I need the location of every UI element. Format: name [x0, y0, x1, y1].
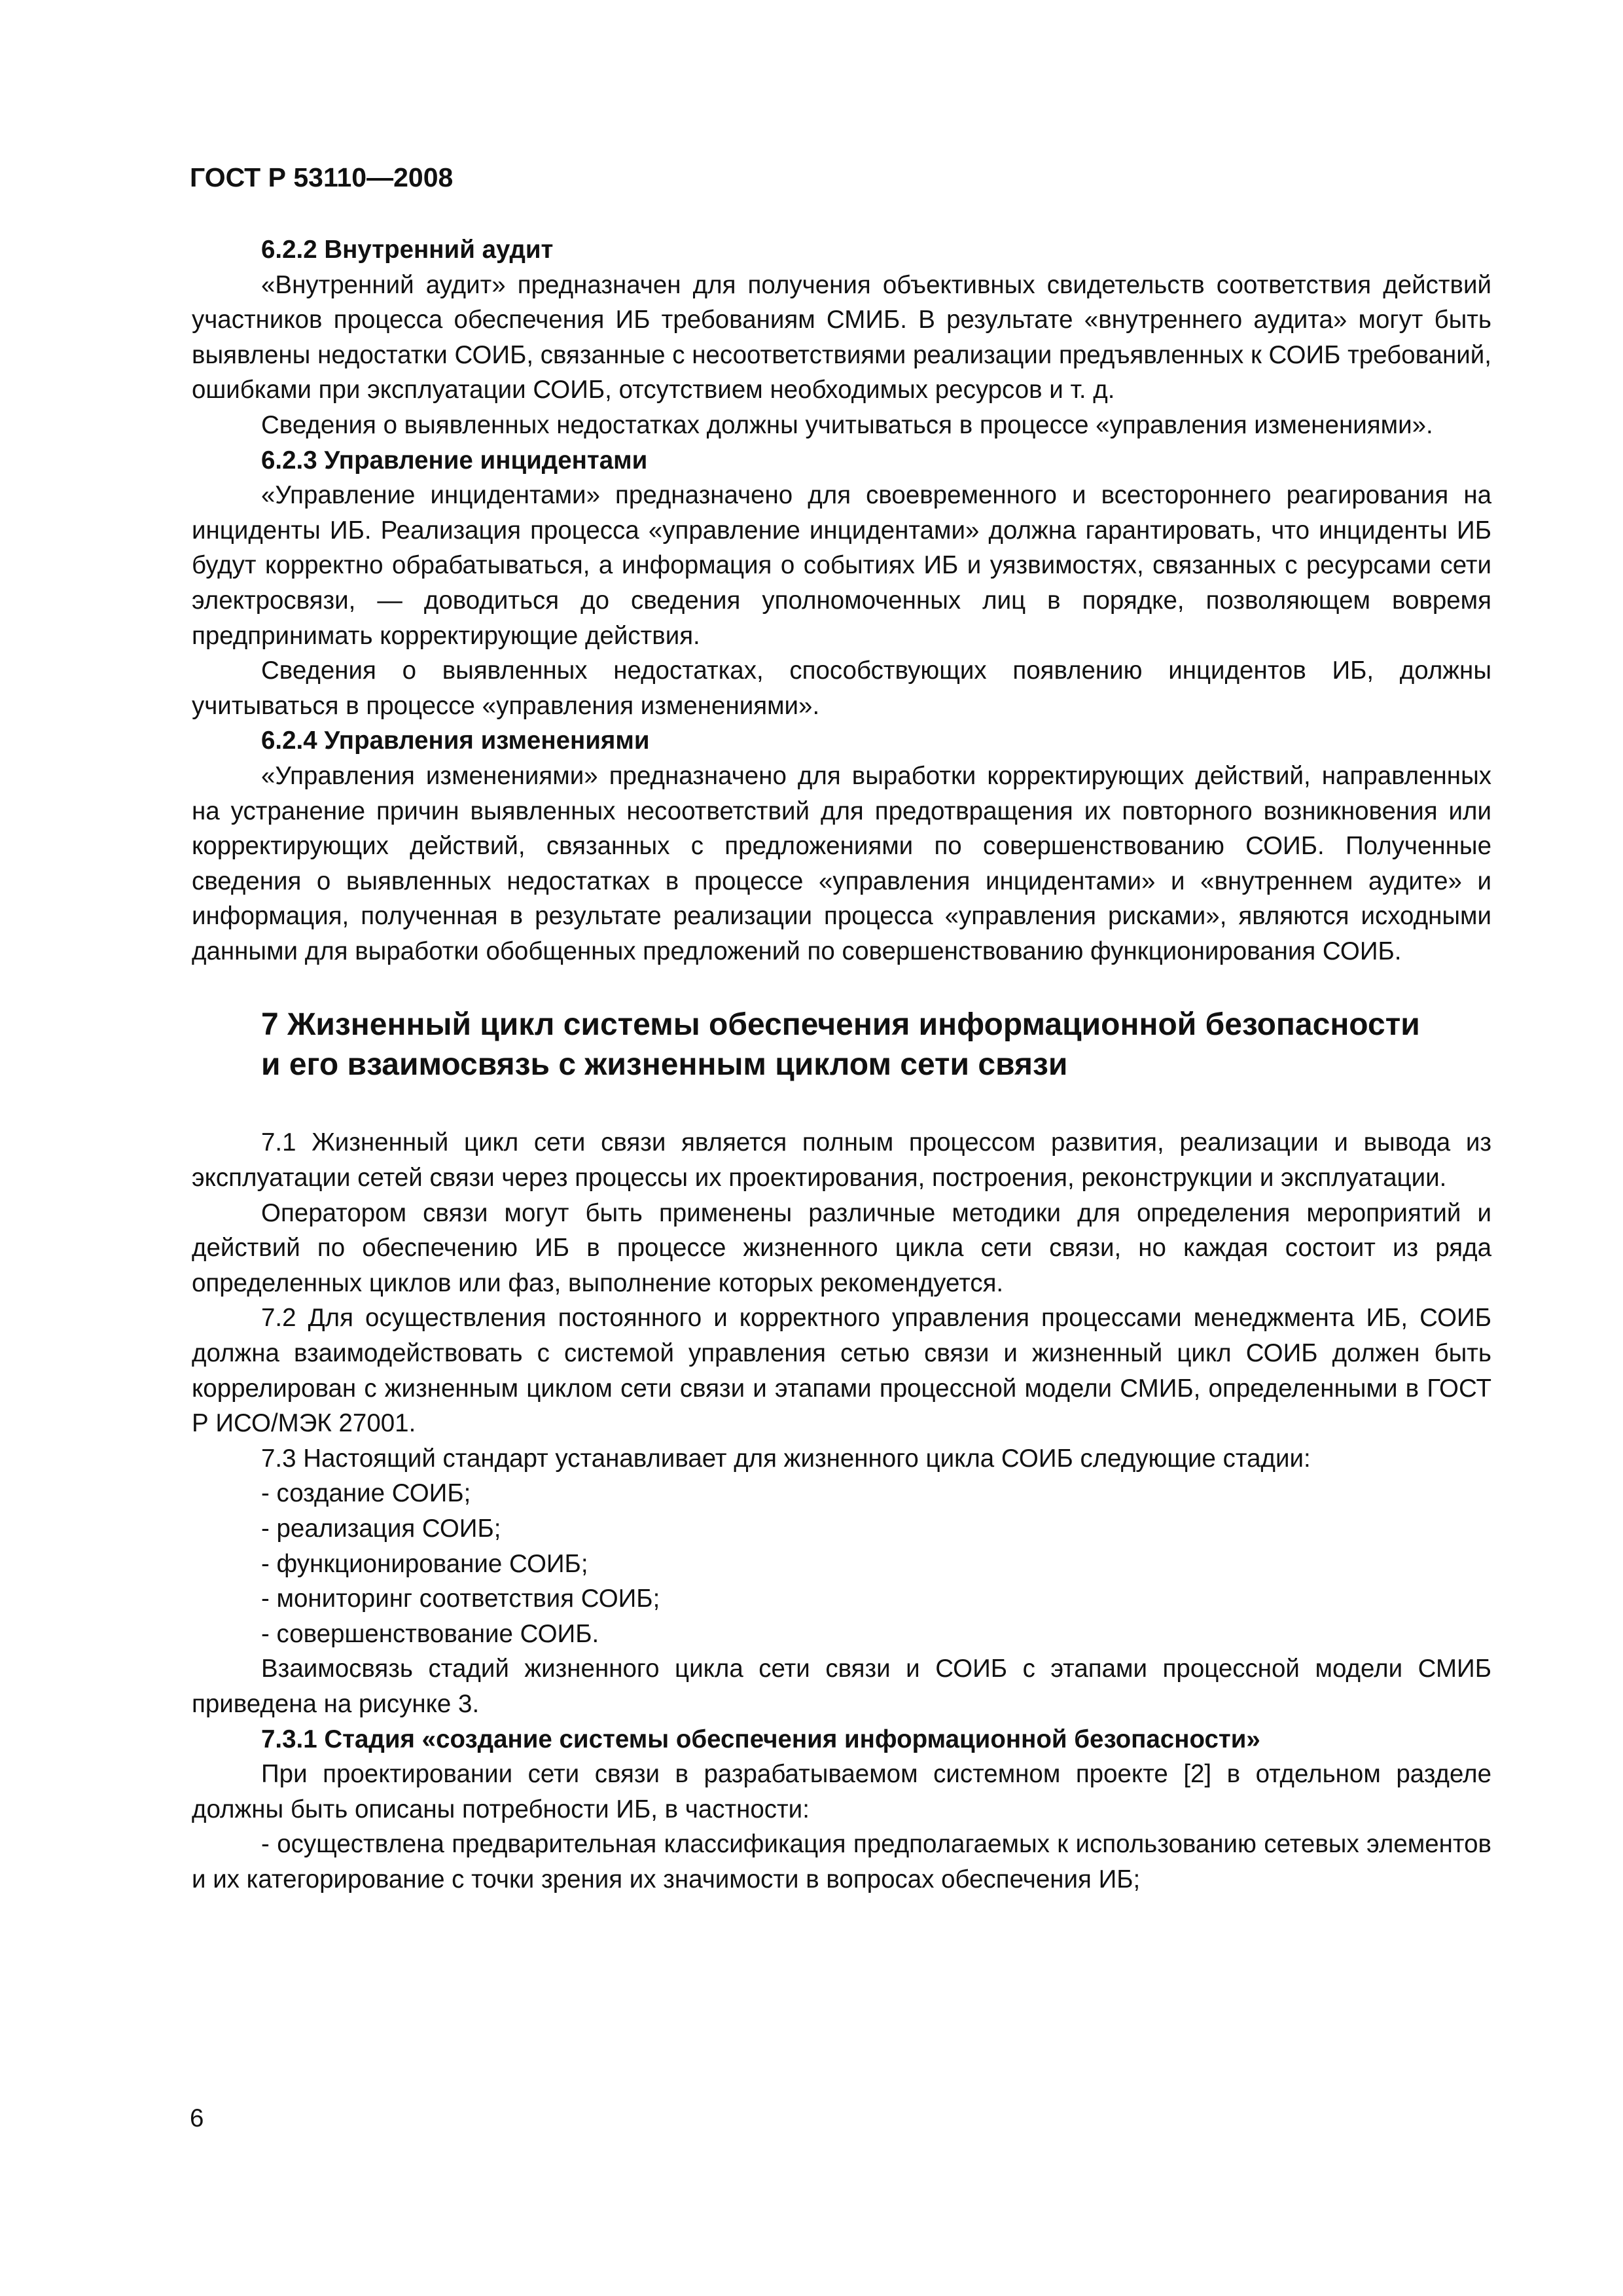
- heading-7-3-1: 7.3.1 Стадия «создание системы обеспечения информационной безопасности»: [261, 1725, 1260, 1753]
- paragraph: 7.2 Для осуществления постоянного и корректного управления процессами менеджмента ИБ, СОИБ должна взаимодействовать с системой управления сетью связи и жизненный цикл СОИБ должен быть коррелирован с жизненным циклом сети связи и этапами процессной модели СМИБ, определенными в ГОСТ Р ИСО/МЭК 27001.: [192, 1304, 1491, 1438]
- paragraph: Взаимосвязь стадий жизненного цикла сети связи и СОИБ с этапами процессной модели СМИБ приведена на рисунке 3.: [192, 1655, 1491, 1718]
- paragraph: «Управление инцидентами» предназначено для своевременного и всестороннего реагирования на инциденты ИБ. Реализация процесса «управление инцидентами» должна гарантировать, что инциденты ИБ будут корректно обрабатываться, а информация о событиях ИБ и уязвимостях, связанных с ресурсами сети электросвязи, — доводиться до сведения уполномоченных лиц в порядке, позволяющем вовремя предпринимать корректирующие действия.: [192, 481, 1491, 650]
- paragraph: Сведения о выявленных недостатках должны учитываться в процессе «управления изменениями».: [261, 410, 1433, 439]
- heading-6-2-4: 6.2.4 Управления изменениями: [261, 726, 650, 755]
- list-item: - функционирование СОИБ;: [261, 1549, 588, 1578]
- section-7-title: [192, 1005, 1491, 1085]
- list-item: - мониторинг соответствия СОИБ;: [261, 1585, 660, 1613]
- paragraph: «Управления изменениями» предназначено для выработки корректирующих действий, направленных на устранение причин выявленных несоответствий для предотвращения их повторного возникновения или корректирующих действий, связанных с предложениями по совершенствованию СОИБ. Полученные сведения о выявленных недостатках в процессе «управления инцидентами» и «внутреннем аудите» и информация, полученная в результате реализации процесса «управления рисками», являются исходными данными для выработки обобщенных предложений по совершенствованию функционирования СОИБ.: [192, 761, 1491, 965]
- paragraph: - осуществлена предварительная классификация предполагаемых к использованию сетевых элементов и их категорирование с точки зрения их значимости в вопросах обеспечения ИБ;: [192, 1830, 1491, 1893]
- section-7-title-line1: 7 Жизненный цикл системы обеспечения информационной безопасности: [261, 1007, 1420, 1043]
- paragraph: Сведения о выявленных недостатках, способствующих появлению инцидентов ИБ, должны учитываться в процессе «управления изменениями».: [192, 656, 1491, 720]
- list-item: - совершенствование СОИБ.: [261, 1619, 599, 1648]
- section-7-title-line2: и его взаимосвязь с жизненным циклом сети связи: [261, 1047, 1068, 1083]
- document-header: ГОСТ Р 53110—2008: [190, 162, 454, 192]
- heading-6-2-3: 6.2.3 Управление инцидентами: [261, 446, 648, 475]
- paragraph: «Внутренний аудит» предназначен для получения объективных свидетельств соответствия действий участников процесса обеспечения ИБ требованиям СМИБ. В результате «внутреннего аудита» могут быть выявлены недостатки СОИБ, связанные с несоответствиями реализации предъявленных к СОИБ требований, ошибками при эксплуатации СОИБ, отсутствием необходимых ресурсов и т. д.: [192, 270, 1491, 404]
- stages-list: [192, 1476, 1491, 1651]
- list-item: - создание СОИБ;: [261, 1479, 471, 1508]
- document-body: [192, 232, 1491, 1897]
- paragraph: 7.1 Жизненный цикл сети связи является полным процессом развития, реализации и вывода из эксплуатации сетей связи через процессы их проектирования, построения, реконструкции и эксплуатации.: [192, 1128, 1491, 1193]
- paragraph: Оператором связи могут быть применены различные методики для определения мероприятий и действий по обеспечению ИБ в процессе жизненного цикла сети связи, но каждая состоит из ряда определенных циклов или фаз, выполнение которых рекомендуется.: [192, 1198, 1491, 1297]
- paragraph: При проектировании сети связи в разрабатываемом системном проекте [2] в отдельном разделе должны быть описаны потребности ИБ, в частности:: [192, 1760, 1491, 1823]
- list-item: - реализация СОИБ;: [261, 1515, 501, 1543]
- page-number: 6: [190, 2104, 204, 2132]
- paragraph: 7.3 Настоящий стандарт устанавливает для жизненного цикла СОИБ следующие стадии:: [261, 1444, 1311, 1473]
- heading-6-2-2: 6.2.2 Внутренний аудит: [261, 236, 554, 264]
